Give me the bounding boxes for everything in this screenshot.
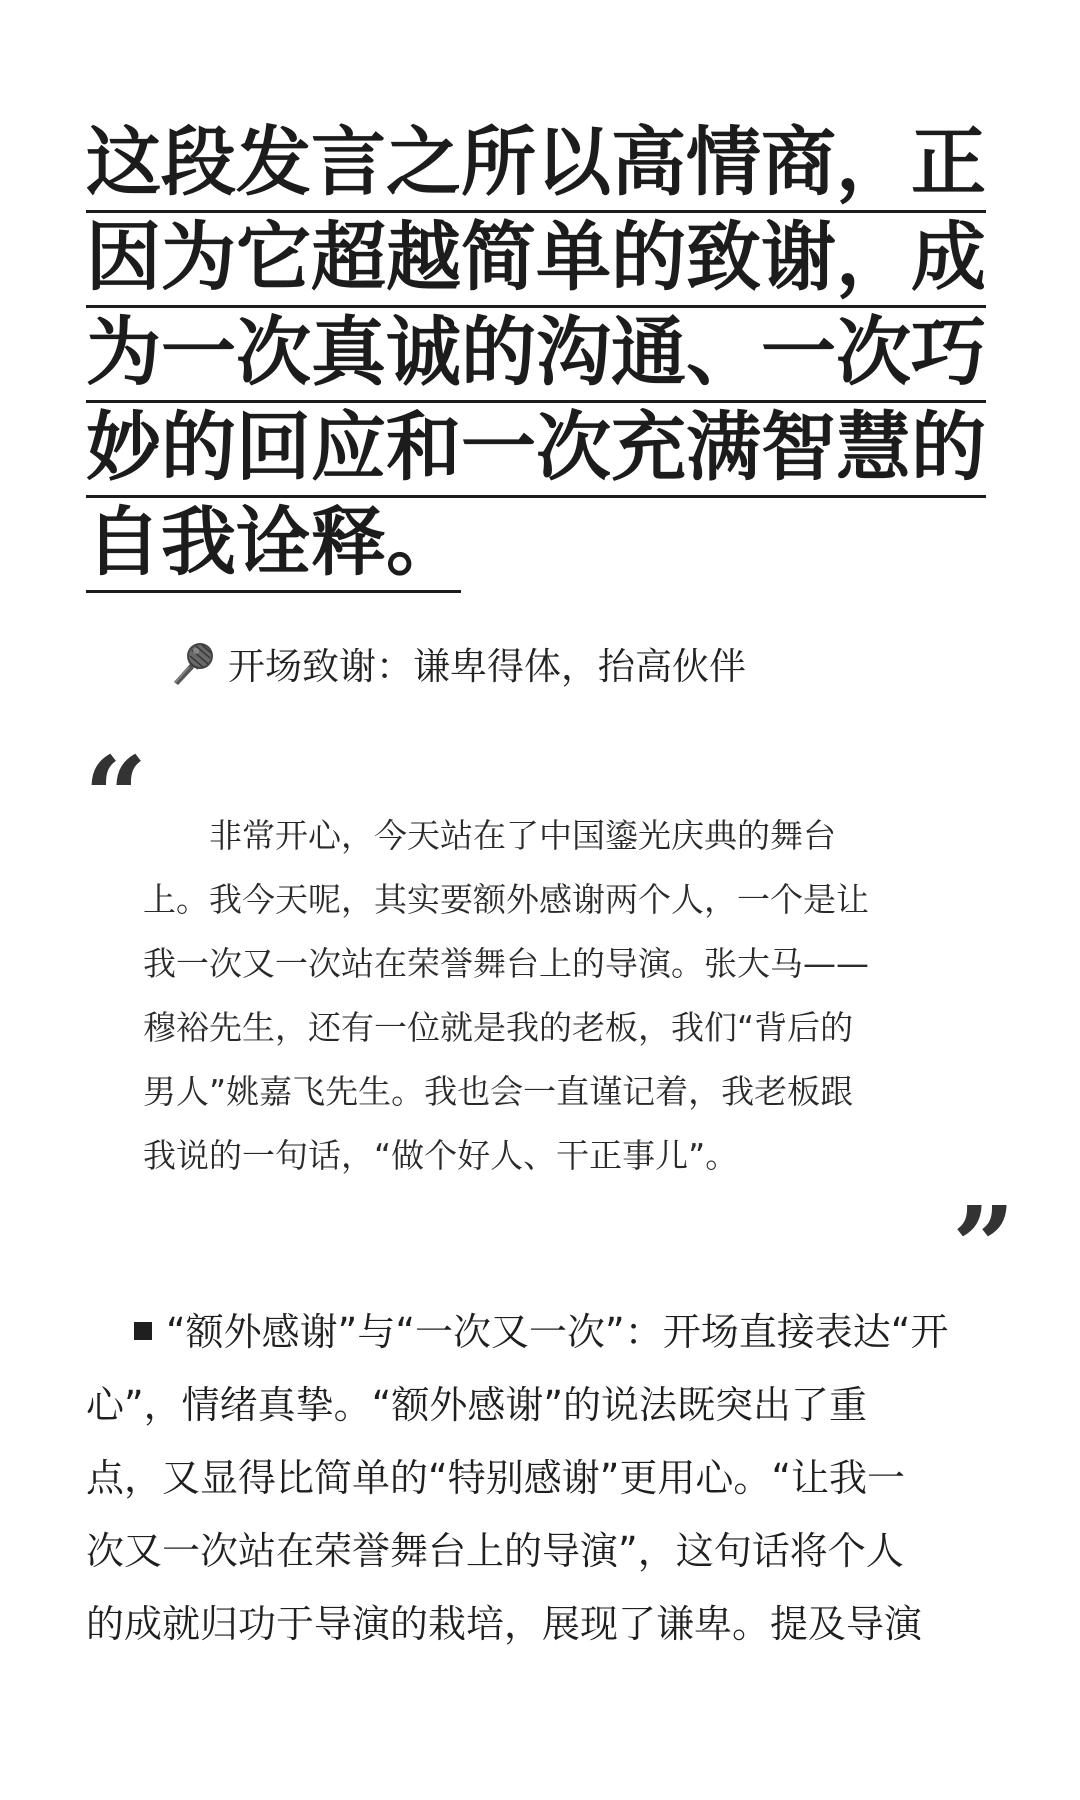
quote-line-3: 我一次又一次站在荣誉舞台上的导演。张大马—— (143, 944, 869, 983)
section-title: 开场致谢：谦卑得体，抬高伙伴 (228, 645, 746, 688)
square-bullet-icon (134, 1322, 152, 1340)
headline (86, 118, 987, 593)
close-quote-mark: ” (952, 1182, 1016, 1311)
open-quote-mark: “ (84, 732, 148, 861)
analysis-line-1-text: “额外感谢”与“一次又一次”：开场直接表达“开 (166, 1310, 949, 1354)
quote-line-2: 上。我今天呢，其实要额外感谢两个人，一个是让 (143, 880, 869, 919)
quote-line-1: 非常开心，今天站在了中国鎏光庆典的舞台 (143, 816, 836, 855)
quote-line-5: 男人”姚嘉飞先生。我也会一直谨记着，我老板跟 (143, 1072, 854, 1111)
analysis-line-4: 次又一次站在荣誉舞台上的导演”，这句话将个人 (86, 1529, 904, 1573)
analysis-line-1 (86, 1296, 1008, 1369)
quote-line-4: 穆裕先生，还有一位就是我的老板，我们“背后的 (143, 1008, 854, 1047)
quote-body (143, 804, 955, 1188)
analysis-paragraph (86, 1296, 1008, 1661)
headline-line-2: 因为它超越简单的致谢，成 (86, 213, 986, 308)
headline-line-5: 自我诠释。 (86, 498, 461, 593)
headline-line-3: 为一次真诚的沟通、一次巧 (86, 308, 986, 403)
headline-line-1: 这段发言之所以高情商，正 (86, 118, 986, 213)
microphone-icon (168, 638, 218, 688)
analysis-line-3: 点，又显得比简单的“特别感谢”更用心。“让我一 (86, 1456, 906, 1500)
analysis-line-5: 的成就归功于导演的栽培，展现了谦卑。提及导演 (86, 1602, 923, 1646)
section-heading (168, 633, 746, 693)
headline-line-4: 妙的回应和一次充满智慧的 (86, 403, 986, 498)
analysis-line-2: 心”，情绪真挚。“额外感谢”的说法既突出了重 (86, 1383, 868, 1427)
quote-line-6: 我说的一句话，“做个好人、干正事儿”。 (143, 1136, 739, 1175)
